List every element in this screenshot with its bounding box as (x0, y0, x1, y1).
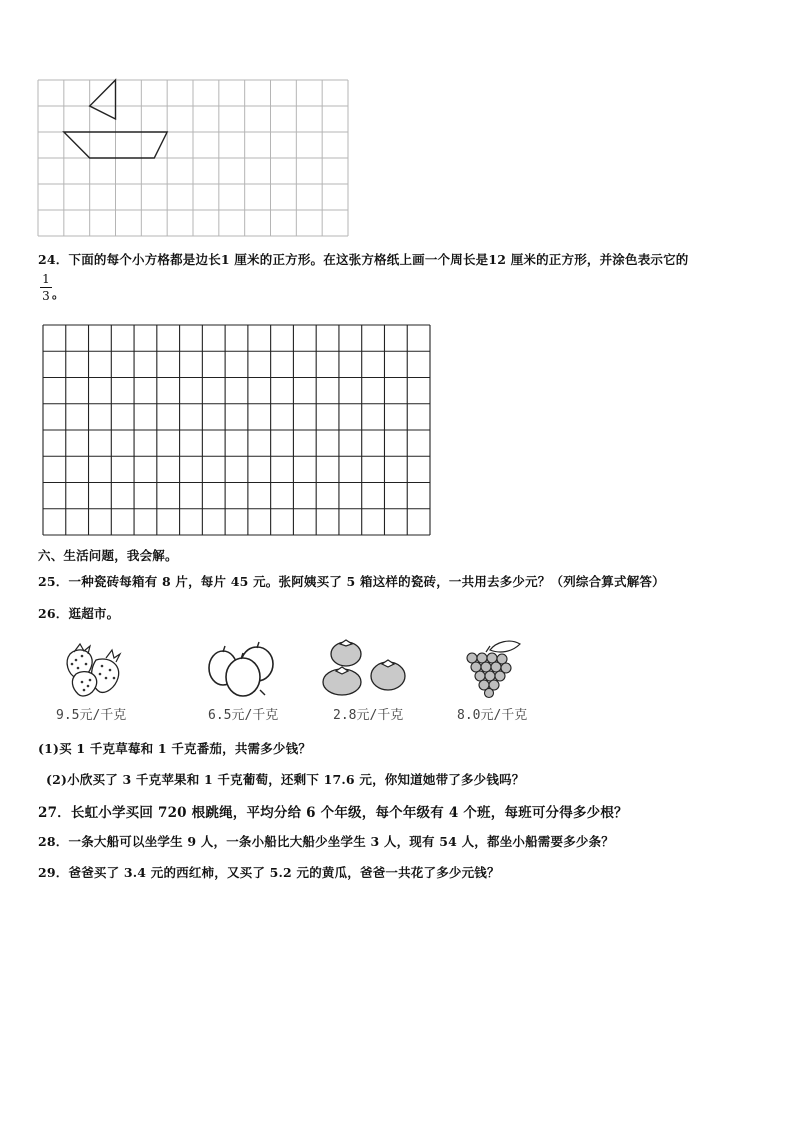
fraction-tail: 。 (52, 286, 65, 301)
sailboat-grid (38, 80, 348, 236)
fraction-one-third (40, 272, 52, 303)
apple-icon (205, 642, 285, 698)
question-28-text: 28．一条大船可以坐学生 9 人，一条小船比大船少坐学生 3 人，现有 54 人，都坐小船需要多少条？ (38, 834, 614, 849)
sail-triangle (90, 80, 116, 119)
grape-price: 8.0元/千克 (457, 708, 528, 723)
tomato-price: 2.8元/千克 (333, 708, 404, 723)
question-27-text: 27．长虹小学买回 720 根跳绳，平均分给 6 个年级，每个年级有 4 个班，每班可分得多少根？ (38, 805, 628, 821)
question-26-sub-2: (2)小欣买了 3 千克苹果和 1 千克葡萄，还剩下 17.6 元，你知道她带了多少钱吗？ (46, 772, 525, 787)
question-26-text: 26．逛超市。 (38, 606, 120, 621)
question-25-text: 25．一种瓷砖每箱有 8 片，每片 45 元。张阿姨买了 5 箱这样的瓷砖，一共用去多少元？（列综合算式解答） (38, 574, 665, 589)
fraction-numerator: 1 (42, 272, 50, 286)
grape-icon (460, 638, 524, 698)
question-24-text: 24．下面的每个小方格都是边长1 厘米的正方形。在这张方格纸上画一个周长是12 厘米的正方形，并涂色表示它的 (38, 252, 689, 267)
strawberry-price: 9.5元/千克 (56, 708, 127, 723)
tomato-icon (320, 636, 412, 696)
strawberry-icon (62, 642, 126, 698)
question-29-text: 29．爸爸买了 3.4 元的西红柿，又买了 5.2 元的黄瓜，爸爸一共花了多少元钱？ (38, 865, 500, 880)
section-6-title: 六、生活问题，我会解。 (38, 548, 178, 563)
question-26-sub-1: (1)买 1 千克草莓和 1 千克番茄，共需多少钱？ (38, 741, 312, 756)
square-grid-paper (43, 325, 430, 535)
fraction-denominator: 3 (42, 289, 50, 303)
apple-price: 6.5元/千克 (208, 708, 279, 723)
